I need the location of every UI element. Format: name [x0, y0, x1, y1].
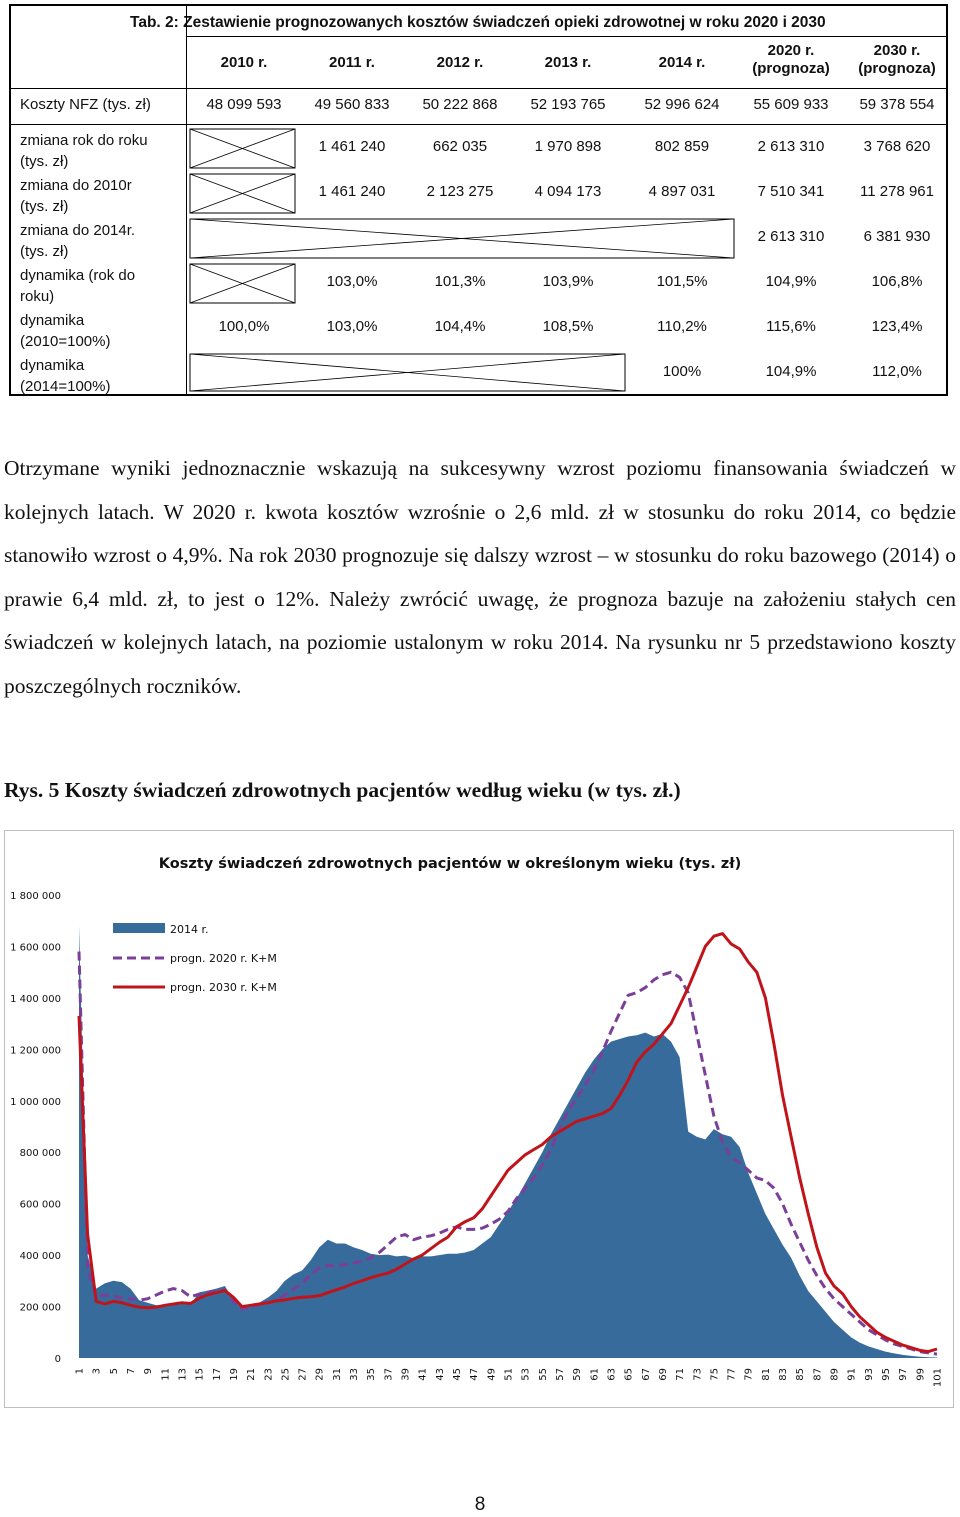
crossed-cell-diagonal: [190, 174, 295, 213]
table-cell: 2 613 310: [757, 228, 825, 245]
table-cell: 112,0%: [872, 363, 922, 380]
chart-canvas: [5, 831, 953, 1407]
table-cell: 11 278 961: [860, 183, 934, 200]
crossed-cell-box: [190, 219, 734, 258]
table-rule: [186, 6, 187, 394]
table-cell: 101,3%: [434, 273, 486, 290]
crossed-cell-diagonal: [190, 264, 295, 303]
x-tick-label: 35: [366, 1368, 378, 1381]
table-cell: 50 222 868: [422, 96, 498, 113]
x-tick-label: 31: [331, 1368, 343, 1381]
y-tick-label: 1 400 000: [10, 993, 61, 1005]
crossed-cell-diagonal: [190, 264, 295, 303]
x-tick-label: 15: [194, 1368, 206, 1381]
col-header-2030: 2030 r. (prognoza): [858, 42, 936, 77]
crossed-cell-box: [190, 264, 295, 303]
table-cell: 2 613 310: [757, 138, 825, 155]
table-cell: 104,9%: [765, 363, 817, 380]
x-tick-label: 91: [846, 1368, 858, 1381]
col-header-2011: 2011 r.: [329, 54, 375, 71]
x-tick-label: 23: [263, 1368, 275, 1381]
table-rule: [186, 36, 946, 37]
x-tick-label: 45: [452, 1368, 464, 1381]
row-label: zmiana rok do roku (tys. zł): [20, 132, 148, 170]
table-cell: 110,2%: [657, 318, 707, 335]
x-tick-label: 25: [280, 1368, 292, 1381]
x-tick-label: 99: [915, 1368, 927, 1381]
x-tick-label: 57: [554, 1368, 566, 1381]
x-tick-label: 41: [417, 1368, 429, 1381]
crossed-cell-box: [190, 354, 625, 391]
x-tick-label: 71: [675, 1368, 687, 1381]
x-tick-label: 59: [572, 1368, 584, 1381]
x-tick-label: 51: [503, 1368, 515, 1381]
x-tick-label: 83: [778, 1368, 790, 1381]
legend-label-2030: progn. 2030 r. K+M: [170, 981, 277, 994]
table-cell: 104,9%: [765, 273, 817, 290]
y-tick-label: 200 000: [19, 1302, 61, 1314]
x-tick-label: 1: [74, 1368, 86, 1375]
crossed-cell-box: [190, 129, 295, 168]
row-label-nfz: Koszty NFZ (tys. zł): [20, 96, 151, 113]
table-cell: 3 768 620: [863, 138, 931, 155]
x-tick-label: 97: [898, 1368, 910, 1381]
x-tick-label: 29: [314, 1368, 326, 1381]
x-tick-label: 81: [760, 1368, 772, 1381]
table-cell: 52 193 765: [530, 96, 606, 113]
chart-title: Koszty świadczeń zdrowotnych pacjentów w określonym wieku (tys. zł): [158, 856, 742, 872]
y-tick-label: 1 600 000: [10, 942, 61, 954]
x-tick-label: 63: [606, 1368, 618, 1381]
x-tick-label: 7: [125, 1368, 137, 1375]
row-label: dynamika (rok do roku): [20, 267, 136, 305]
table-cell: 55 609 933: [753, 96, 829, 113]
x-tick-label: 93: [863, 1368, 875, 1381]
x-tick-label: 33: [349, 1368, 361, 1381]
x-tick-label: 69: [657, 1368, 669, 1381]
crossed-cell-diagonal: [190, 129, 295, 168]
table-cell: 59 378 554: [859, 96, 935, 113]
col-header-2020: 2020 r. (prognoza): [752, 42, 830, 77]
y-tick-label: 800 000: [19, 1148, 61, 1160]
x-tick-label: 21: [246, 1368, 258, 1381]
y-tick-label: 1 800 000: [10, 891, 61, 902]
table-cell: 1 970 898: [534, 138, 602, 155]
row-label: zmiana do 2010r (tys. zł): [20, 177, 132, 215]
y-tick-label: 0: [54, 1354, 61, 1365]
table-cell: 49 560 833: [314, 96, 390, 113]
x-tick-label: 3: [91, 1368, 103, 1375]
x-tick-label: 37: [383, 1368, 395, 1381]
table-cell: 6 381 930: [863, 228, 931, 245]
table-cell: 662 035: [432, 138, 488, 155]
x-tick-label: 79: [743, 1368, 755, 1381]
table-cell: 101,5%: [656, 273, 708, 290]
table-rule: [11, 124, 946, 125]
x-tick-label: 9: [143, 1368, 155, 1375]
col-header-2013: 2013 r.: [544, 54, 592, 71]
x-tick-label: 53: [520, 1368, 532, 1381]
table-rule: [11, 88, 946, 89]
x-tick-label: 27: [297, 1368, 309, 1381]
x-tick-label: 19: [228, 1368, 240, 1381]
x-tick-label: 73: [692, 1368, 704, 1381]
crossed-cell-diagonal: [190, 219, 734, 258]
x-tick-label: 77: [726, 1368, 738, 1381]
x-tick-label: 75: [709, 1368, 721, 1381]
x-tick-label: 65: [623, 1368, 635, 1381]
row-label: zmiana do 2014r. (tys. zł): [20, 222, 136, 260]
table-caption: Tab. 2: Zestawienie prognozowanych kosztów świadczeń opieki zdrowotnej w roku 2020 i 2030: [130, 14, 826, 31]
legend-label-2020: progn. 2020 r. K+M: [170, 952, 277, 965]
table-cell: 106,8%: [871, 273, 923, 290]
x-tick-label: 17: [211, 1368, 223, 1381]
x-tick-label: 87: [812, 1368, 824, 1381]
row-label: dynamika (2010=100%): [20, 312, 111, 350]
x-tick-label: 49: [486, 1368, 498, 1381]
table-cell: 103,0%: [326, 273, 378, 290]
x-tick-label: 13: [177, 1368, 189, 1381]
table-cell: 48 099 593: [206, 96, 282, 113]
crossed-cell-diagonal: [190, 354, 625, 391]
page-number: 8: [474, 1494, 486, 1515]
cost-forecast-table: [9, 4, 948, 396]
col-header-2014: 2014 r.: [658, 54, 706, 71]
crossed-cell-diagonal: [190, 174, 295, 213]
y-tick-label: 400 000: [19, 1251, 61, 1263]
figure-caption: Rys. 5 Koszty świadczeń zdrowotnych pacjentów według wieku (w tys. zł.): [4, 778, 681, 802]
col-header-2010: 2010 r.: [220, 54, 268, 71]
crossed-cell-box: [190, 174, 295, 213]
table-cell: 7 510 341: [757, 183, 825, 200]
table-cell: 2 123 275: [426, 183, 494, 200]
row-label: dynamika (2014=100%): [20, 357, 111, 395]
x-tick-label: 39: [400, 1368, 412, 1381]
table-cell: 1 461 240: [318, 183, 386, 200]
crossed-cell-diagonal: [190, 219, 734, 258]
legend-label-2014: 2014 r.: [170, 923, 209, 936]
x-tick-label: 61: [589, 1368, 601, 1381]
col-header-2012: 2012 r.: [436, 54, 484, 71]
table-cell: 104,4%: [434, 318, 486, 335]
crossed-cell-diagonal: [190, 354, 625, 391]
table-cell: 1 461 240: [318, 138, 386, 155]
y-tick-label: 1 200 000: [10, 1045, 61, 1057]
table-cell: 52 996 624: [644, 96, 720, 113]
x-tick-label: 85: [795, 1368, 807, 1381]
x-tick-label: 43: [434, 1368, 446, 1381]
table-cell: 100%: [662, 363, 702, 380]
table-cell: 802 859: [654, 138, 710, 155]
table-cell: 103,9%: [542, 273, 594, 290]
x-tick-label: 101: [932, 1368, 944, 1388]
table-cell: 123,4%: [871, 318, 923, 335]
x-tick-label: 5: [108, 1368, 120, 1375]
table-cell: 4 094 173: [534, 183, 602, 200]
x-tick-label: 95: [881, 1368, 893, 1381]
body-paragraph: Otrzymane wyniki jednoznacznie wskazują na sukcesywny wzrost poziomu finansowania świadczeń w kolejnych latach. W 2020 r. kwota kosztów wzrośnie o 2,6 mld. zł w stosunku do roku 2014, co będzie stanowiło wzrost o 4,9%. Na rok 2030 prognozuje się dalszy wzrost – w stosunku do roku bazowego (2014) o prawie 6,4 mld. zł, to jest o 12%. Należy zwrócić uwagę, że prognoza bazuje na założeniu stałych cen świadczeń w kolejnych latach, na poziomie ustalonym w roku 2014. Na rysunku nr 5 przedstawiono koszty poszczególnych roczników.: [4, 456, 956, 698]
table-cell: 115,6%: [766, 318, 816, 335]
x-tick-label: 11: [160, 1368, 172, 1381]
y-tick-label: 600 000: [19, 1199, 61, 1211]
x-tick-label: 89: [829, 1368, 841, 1381]
age-cost-chart: [4, 830, 954, 1408]
table-cell: 103,0%: [326, 318, 378, 335]
legend-swatch-2014: [113, 923, 165, 933]
x-tick-label: 47: [469, 1368, 481, 1381]
table-cell: 4 897 031: [648, 183, 716, 200]
x-tick-label: 67: [640, 1368, 652, 1381]
crossed-cell-diagonal: [190, 129, 295, 168]
table-cell: 108,5%: [542, 318, 594, 335]
table-cell: 100,0%: [218, 318, 270, 335]
x-tick-label: 55: [537, 1368, 549, 1381]
y-tick-label: 1 000 000: [10, 1096, 61, 1108]
